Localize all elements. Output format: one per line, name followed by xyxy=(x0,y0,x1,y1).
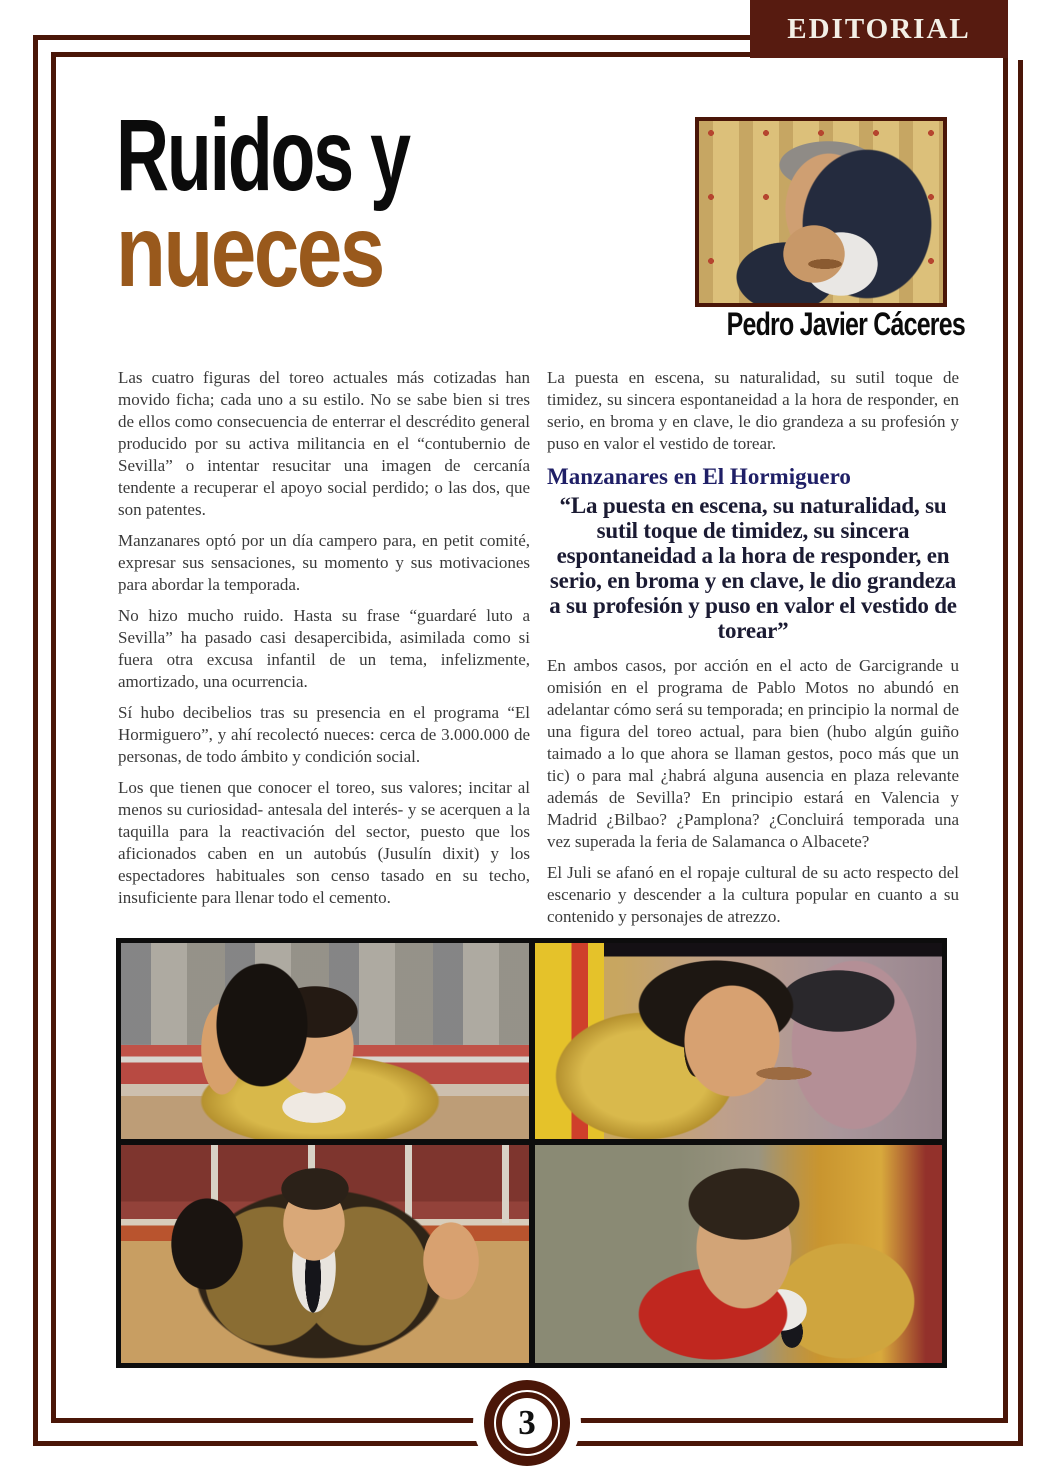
page-number-badge xyxy=(473,1369,581,1477)
column-left xyxy=(118,367,530,937)
editorial-tab-label: EDITORIAL xyxy=(787,12,971,45)
paragraph: El Juli se afanó en el ropaje cultural de su acto respecto del escenario y descender a la cultura popular en cuanto a su contenido y personajes de atrezzo. xyxy=(547,863,959,926)
photo-grid xyxy=(116,938,947,1368)
editorial-tab xyxy=(750,0,1008,58)
page-number: 3 xyxy=(518,1403,536,1442)
paragraph: Sí hubo decibelios tras su presencia en el programa “El Hormiguero”, y ahí recolectó nueces: cerca de 3.000.000 de personas, de todo ámbito y condición social. xyxy=(118,703,530,766)
author-caption xyxy=(693,306,978,343)
badge-ring xyxy=(484,1380,570,1466)
paragraph: Las cuatro figuras del toreo actuales más cotizadas han movido ficha; cada uno a su estilo. No se sabe bien si tres de ellos como consecuencia de enterrar el descrédito general producido por su activa militancia en el “contubernio de Sevilla” o intentar resucitar una imagen de cercanía tendente a recuperar el apoyo social perdido; o las dos, que son patentes. xyxy=(118,368,530,519)
paragraph: En ambos casos, por acción en el acto de Garcigrande u omisión en el programa de Pablo Motos no abundó en adelantar cómo será su temporada; en principio la normal de una figura del toreo actual, para bien (hubo algún guiño taimado a lo que ahora se llaman gestos, poco más que un tic) o para mal ¿habrá alguna ausencia en plaza relevante además de Sevilla? En principio estará en Valencia y Madrid ¿Bilbao? ¿Pamplona? ¿Concluirá temporada una vez superada la feria de Salamanca o Albacete? xyxy=(547,656,959,851)
article-columns xyxy=(118,367,959,937)
page-title-line2 xyxy=(116,194,450,308)
pull-quote: “La puesta en escena, su naturalidad, su sutil toque de timidez, su sincera espontaneidad a la hora de responder, en serio, en broma y en clave, le dio grandeza a su profesión y puso en valor el vestido de torear” xyxy=(549,493,957,643)
page-title-line1 xyxy=(116,98,523,212)
badge-mid-ring xyxy=(494,1390,560,1456)
corner-cover xyxy=(1008,0,1063,60)
section-heading: Manzanares en El Hormiguero xyxy=(547,464,851,489)
paragraph: No hizo mucho ruido. Hasta su frase “guardaré luto a Sevilla” ha pasado casi desapercibida, asimilada como si fuera otra excusa infantil de un tema, infelizmente, amortizado, una ocurrencia. xyxy=(118,606,530,691)
column-right xyxy=(547,367,959,937)
photo-bullfighter-muleta xyxy=(535,1145,943,1363)
photo-bullfighter-waving xyxy=(121,1145,529,1363)
paragraph: Los que tienen que conocer el toreo, sus valores; incitar al menos su curiosidad- antesala del interés- y se acerquen a la taquilla para la reactivación del sector, puesto que los aficionados caben en un autobús (Jusulín dixit) y los espectadores habituales son censo tasado en su techo, insuficiente para llenar todo el cemento. xyxy=(118,778,530,907)
page-title-text2: nueces xyxy=(116,194,383,308)
page-title-text1: Ruidos y xyxy=(116,98,409,212)
photo-bullfighter-montera xyxy=(121,943,529,1139)
paragraph: Manzanares optó por un día campero para, en petit comité, expresar sus sensaciones, su momento y sus motivaciones para abordar la temporada. xyxy=(118,531,530,594)
author-photo xyxy=(695,117,947,307)
photo-bullfighter-cigar xyxy=(535,943,943,1139)
author-name: Pedro Javier Cáceres xyxy=(726,306,965,342)
badge-center xyxy=(502,1398,552,1448)
paragraph: La puesta en escena, su naturalidad, su sutil toque de timidez, su sincera espontaneidad a la hora de responder, en serio, en broma y en clave, le dio grandeza a su profesión y puso en valor el vestido de torear. xyxy=(547,368,959,453)
